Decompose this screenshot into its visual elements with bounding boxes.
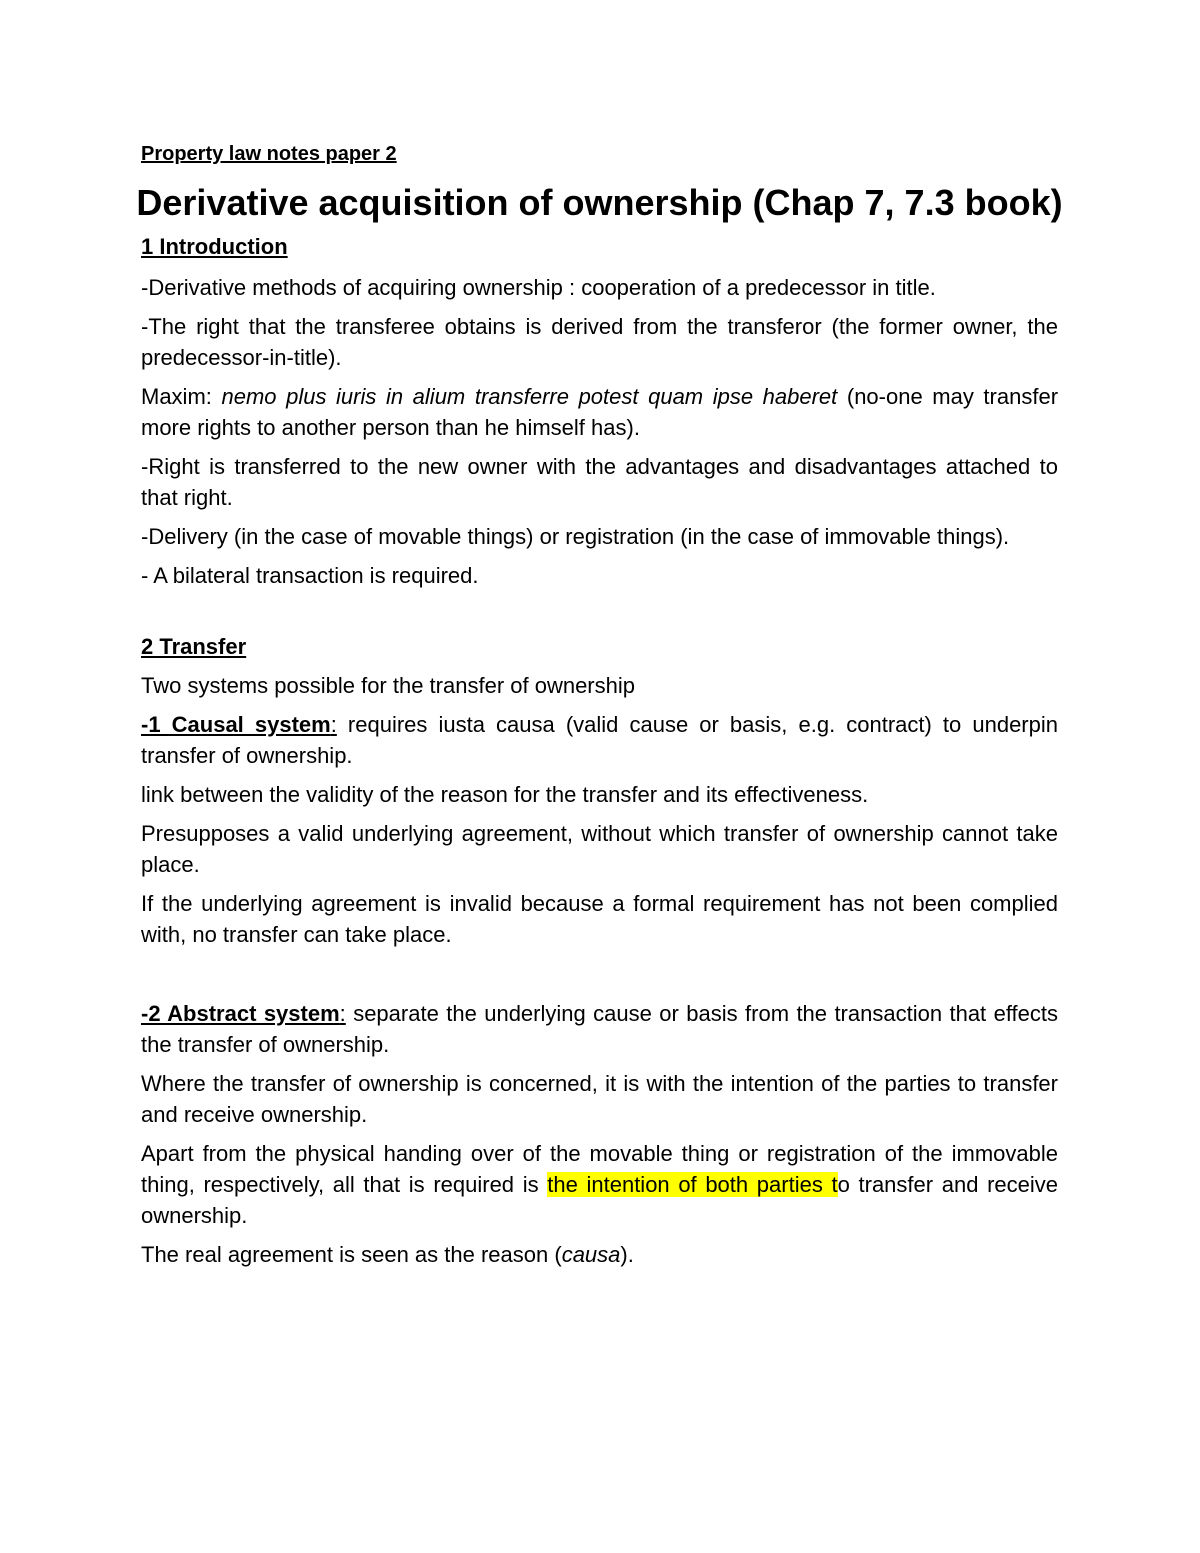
causal-paragraph-3: Presupposes a valid underlying agreement, without which transfer of ownership cannot take place. <box>141 821 1058 877</box>
intro-paragraph-2: -The right that the transferee obtains is derived from the transferor (the former owner, the predecessor-in-title). <box>141 314 1058 370</box>
intro-paragraph-4: -Right is transferred to the new owner with the advantages and disadvantages attached to that right. <box>141 454 1058 510</box>
document-content <box>136 138 1063 1278</box>
abstract-system-term: -2 Abstract system <box>141 1001 340 1026</box>
abstract-p3-prefix: Apart from the physical handing over of the movable thing or registration of the immovable thing, respectively, all that is required is <box>141 1141 1058 1197</box>
abstract-p4-suffix: ). <box>620 1242 634 1267</box>
maxim-latin: nemo plus iuris in alium transferre potest quam ipse haberet <box>221 384 838 409</box>
section-heading-introduction: 1 Introduction <box>141 234 288 259</box>
abstract-paragraph-3 <box>141 1138 1058 1231</box>
abstract-p4-prefix: The real agreement is seen as the reason ( <box>141 1242 562 1267</box>
abstract-system-paragraph <box>141 998 1058 1060</box>
intro-paragraph-5: -Delivery (in the case of movable things) or registration (in the case of immovable things). <box>141 524 1010 549</box>
highlighted-text: the intention of both parties t <box>547 1172 838 1197</box>
document-label: Property law notes paper 2 <box>141 143 397 165</box>
causal-paragraph-4: If the underlying agreement is invalid because a formal requirement has not been complied with, no transfer can take place. <box>141 891 1058 947</box>
causa-term: causa <box>561 1242 621 1267</box>
intro-paragraph-6: - A bilateral transaction is required. <box>141 563 479 588</box>
intro-paragraph-maxim <box>141 381 1058 443</box>
abstract-paragraph-4 <box>141 1239 1058 1270</box>
document-title: Derivative acquisition of ownership (Chap 7, 7.3 book) <box>136 182 1063 223</box>
abstract-system-colon: : <box>339 1001 346 1026</box>
abstract-system-text: separate the underlying cause or basis from the transaction that effects the transfer of ownership. <box>141 1001 1058 1057</box>
intro-paragraph-1: -Derivative methods of acquiring ownership : cooperation of a predecessor in title. <box>141 275 936 300</box>
abstract-p3-suffix: o transfer and receive ownership. <box>141 1172 1059 1228</box>
section-heading-transfer: 2 Transfer <box>141 634 247 659</box>
causal-paragraph-2: link between the validity of the reason for the transfer and its effectiveness. <box>141 782 869 807</box>
causal-system-colon: : <box>330 712 337 737</box>
maxim-prefix: Maxim: <box>141 384 222 409</box>
causal-system-term: -1 Causal system <box>141 712 331 737</box>
causal-system-text: requires iusta causa (valid cause or basis, e.g. contract) to underpin transfer of ownership. <box>141 712 1058 768</box>
maxim-translation: (no-one may transfer more rights to another person than he himself has). <box>141 384 1059 440</box>
transfer-intro: Two systems possible for the transfer of ownership <box>141 673 635 698</box>
causal-system-paragraph <box>141 709 1058 771</box>
abstract-paragraph-2: Where the transfer of ownership is concerned, it is with the intention of the parties to transfer and receive ownership. <box>141 1071 1058 1127</box>
